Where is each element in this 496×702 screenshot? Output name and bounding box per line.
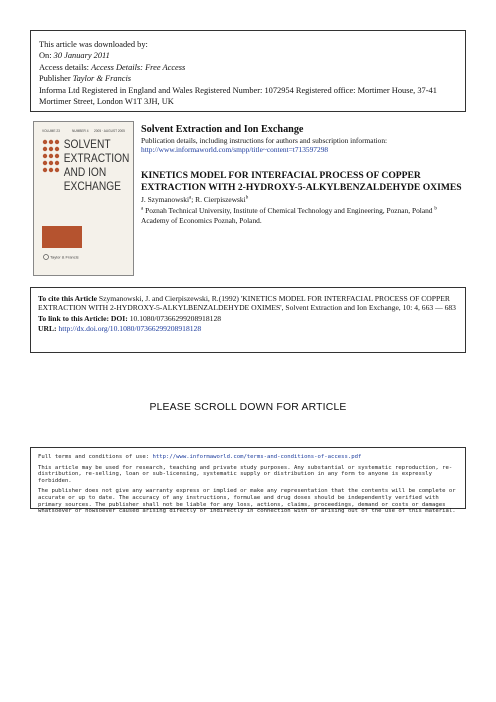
citation-box	[30, 287, 466, 353]
cite-article: To cite this Article Szymanowski, J. and Cierpiszewski, R.(1992) 'KINETICS MODEL FOR INTERFACIAL PROCESS OF COPPER EXTRACTION WITH 2-HYDROXY-5-ALKYLBENZALDEHYDE OXIMES', Solvent Extraction and Ion Exchange, 10: 4, 663 — 683	[38, 294, 456, 313]
download-date-line: On: 30 January 2011	[39, 51, 110, 61]
journal-info	[141, 124, 463, 225]
publisher-line: Publisher Taylor & Francis	[39, 74, 132, 84]
journal-cover-image	[33, 121, 134, 276]
terms-usage-paragraph: This article may be used for research, teaching and private study purposes. Any substantial or systematic reproduction, re-distribution, re-selling, loan or sub-licensing, systematic supply or distribution in any form to anyone is expressly forbidden.	[38, 464, 453, 484]
cover-artwork	[34, 122, 133, 275]
access-details-line: Access details: Access Details: Free Access	[39, 62, 186, 72]
terms-box	[30, 447, 466, 515]
article-title: KINETICS MODEL FOR INTERFACIAL PROCESS OF COPPER EXTRACTION WITH 2-HYDROXY-5-ALKYLBENZALDEHYDE OXIMES	[141, 169, 462, 193]
cover-date: 2005 · AUGUST 2005	[94, 129, 125, 133]
registration-text: Informa Ltd Registered in England and Wales Registered Number: 1072954 Registered office: Mortimer House, 37-41 Mortimer Street, London W1T 3JH, UK	[39, 85, 437, 107]
terms-warranty-paragraph: The publisher does not give any warranty express or implied or make any representation that the contents will be complete or accurate or up to date. The accuracy of any instructions, formulae and drug doses should be independently verified with primary sources. The publisher shall not be liable for any loss, actions, claims, proceedings, demand or costs or damages whatsoever or howsoever caused arising directly or indirectly in connection with or arising out of the use of this material.	[38, 488, 456, 515]
publication-details: Publication details, including instructions for authors and subscription information:	[141, 136, 388, 145]
cover-volume: VOLUME 23	[42, 129, 60, 133]
journal-title: Solvent Extraction and Ion Exchange	[141, 124, 304, 135]
terms-use-line: Full terms and conditions of use: http://www.informaworld.com/terms-and-conditions-of-access.pdf	[38, 454, 362, 460]
cover-title-line-3: AND ION	[63, 166, 107, 180]
article-authors: J. Szymanowski$^a$; R. Cierpiszewski$^b$	[141, 194, 249, 204]
journal-url-link[interactable]: http://www.informaworld.com/smpp/title~content=t713597298	[141, 145, 329, 155]
cover-title-line-1: SOLVENT	[63, 138, 111, 152]
article-url-row: URL: http://dx.doi.org/10.1080/07366299208918128	[38, 324, 202, 334]
terms-url-link[interactable]: http://www.informaworld.com/terms-and-conditions-of-access.pdf	[152, 454, 362, 460]
cover-publisher: Taylor & Francis	[50, 254, 79, 260]
cover-title-line-2: EXTRACTION	[63, 152, 130, 166]
cover-block	[42, 226, 82, 248]
article-affiliations: $^a$ Poznah Technical University, Institute of Chemical Technology and Engineering, Poznan, Poland $^b$ Academy of Economics Poznah, Poland.	[141, 206, 437, 225]
link-article: To link to this Article: DOI: 10.1080/07366299208918128	[38, 313, 222, 323]
cover-number: NUMBER 4	[72, 129, 89, 133]
article-url-link[interactable]: http://dx.doi.org/10.1080/07366299208918128	[58, 324, 202, 334]
download-info-box	[30, 30, 466, 112]
cover-title-line-4: EXCHANGE	[63, 180, 121, 194]
scroll-notice: PLEASE SCROLL DOWN FOR ARTICLE	[149, 402, 347, 413]
download-line: This article was downloaded by:	[39, 40, 148, 49]
